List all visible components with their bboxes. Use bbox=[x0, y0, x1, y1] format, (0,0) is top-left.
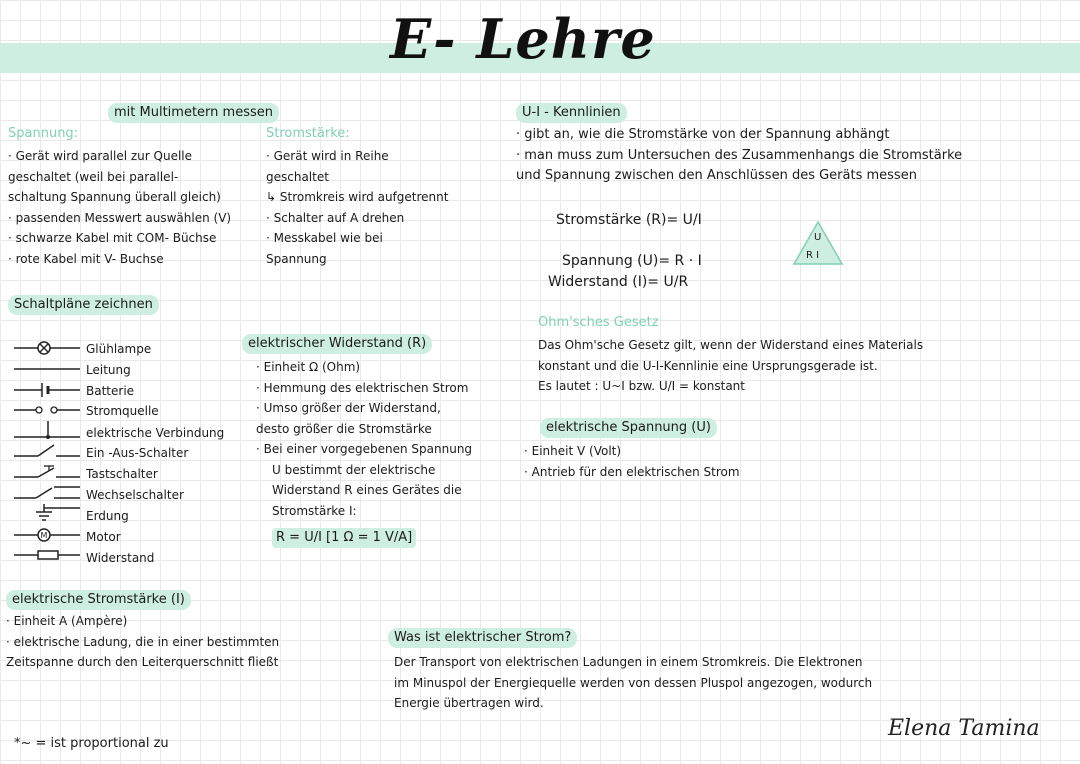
note-line: · Antrieb für den elektrischen Strom bbox=[524, 464, 740, 479]
note-line: · man muss zum Untersuchen des Zusammenhangs die Stromstärke bbox=[516, 147, 963, 163]
note-line: · Bei einer vorgegebenen Spannung bbox=[256, 442, 473, 456]
note-line: geschaltet (weil bei parallel- bbox=[8, 169, 179, 184]
note-line: · Einheit V (Volt) bbox=[524, 444, 622, 458]
note-line: · Gerät wird in Reihe bbox=[266, 149, 389, 163]
triangle-top-label: U bbox=[814, 232, 822, 243]
symbol-label: elektrische Verbindung bbox=[86, 426, 225, 440]
note-line: Widerstand R eines Gerätes die bbox=[272, 483, 462, 497]
battery-symbol-icon bbox=[14, 381, 80, 399]
note-line: · rote Kabel mit V- Buchse bbox=[8, 251, 164, 266]
note-line: · schwarze Kabel mit COM- Büchse bbox=[8, 231, 217, 245]
multimeter-heading: mit Multimetern messen bbox=[108, 103, 279, 123]
spannung-unit-notes bbox=[524, 441, 740, 482]
footnote: *~ = ist proportional zu bbox=[14, 736, 169, 751]
changeover-switch-symbol-icon bbox=[14, 484, 80, 502]
note-line: Es lautet : U~I bzw. U/I = konstant bbox=[538, 379, 745, 393]
note-line: ↳ Stromkreis wird aufgetrennt bbox=[266, 190, 449, 204]
note-line: U bestimmt der elektrische bbox=[272, 462, 436, 477]
symbol-label: Stromquelle bbox=[86, 404, 159, 418]
strom-heading: Was ist elektrischer Strom? bbox=[388, 628, 577, 648]
note-line: Stromstärke I: bbox=[272, 503, 357, 518]
schaltplaene-heading: Schaltpläne zeichnen bbox=[8, 295, 159, 315]
stromstaerke-unit-notes bbox=[6, 611, 279, 673]
ground-symbol-icon bbox=[14, 504, 80, 522]
note-line: geschaltet bbox=[266, 169, 329, 184]
symbol-label: Glühlampe bbox=[86, 342, 152, 356]
resistor-symbol-icon bbox=[14, 546, 80, 564]
strom-notes bbox=[394, 652, 872, 714]
spannung-heading: elektrische Spannung (U) bbox=[540, 418, 717, 438]
widerstand-formula: R = U/I [1 Ω = 1 V/A] bbox=[272, 528, 416, 548]
note-line: · Schalter auf A drehen bbox=[266, 210, 405, 225]
symbol-label: Wechselschalter bbox=[86, 488, 184, 502]
formula-stromstaerke: Stromstärke (R)= U/I bbox=[556, 212, 702, 228]
note-line: Zeitspanne durch den Leiterquerschnitt fließt bbox=[6, 655, 279, 669]
note-line: im Minuspol der Energiequelle werden von dessen Pluspol angezogen, wodurch bbox=[394, 675, 873, 690]
triangle-bottom-label: R I bbox=[806, 250, 820, 261]
note-line: Der Transport von elektrischen Ladungen in einem Stromkreis. Die Elektronen bbox=[394, 655, 863, 669]
signature: Elena Tamina bbox=[888, 716, 1040, 741]
symbol-label: Motor bbox=[86, 530, 121, 544]
formula-spannung: Spannung (U)= R · I bbox=[562, 253, 702, 269]
note-line: · Umso größer der Widerstand, bbox=[256, 401, 441, 415]
formula-widerstand: Widerstand (I)= U/R bbox=[548, 274, 689, 290]
note-line: desto größer die Stromstärke bbox=[256, 421, 432, 436]
symbol-label: Erdung bbox=[86, 509, 129, 523]
note-line: · Hemmung des elektrischen Strom bbox=[256, 380, 469, 395]
wire-symbol-icon bbox=[14, 360, 80, 378]
symbol-label: Tastschalter bbox=[86, 467, 158, 481]
junction-symbol-icon bbox=[14, 421, 80, 439]
widerstand-notes bbox=[256, 357, 472, 521]
widerstand-heading: elektrischer Widerstand (R) bbox=[242, 334, 432, 354]
kennlinien-heading: U-I - Kennlinien bbox=[516, 103, 627, 123]
note-line: Das Ohm'sche Gesetz gilt, wenn der Widerstand eines Materials bbox=[538, 338, 924, 352]
note-line: · Einheit Ω (Ohm) bbox=[256, 360, 361, 374]
note-line: · gibt an, wie die Stromstärke von der Spannung abhängt bbox=[516, 127, 890, 142]
note-line: · Gerät wird parallel zur Quelle bbox=[8, 149, 193, 163]
push-switch-symbol-icon bbox=[14, 463, 80, 481]
spannung-notes bbox=[8, 146, 231, 269]
stromstaerke-notes bbox=[266, 146, 448, 269]
note-line: Energie übertragen wird. bbox=[394, 696, 544, 710]
spannung-label: Spannung: bbox=[8, 126, 79, 141]
symbol-label: Batterie bbox=[86, 384, 135, 398]
switch-symbol-icon bbox=[14, 442, 80, 460]
source-symbol-icon bbox=[14, 401, 80, 419]
note-line: schaltung Spannung überall gleich) bbox=[8, 190, 221, 204]
stromstaerke-label: Stromstärke: bbox=[266, 126, 350, 141]
symbol-label: Leitung bbox=[86, 363, 131, 377]
note-line: · elektrische Ladung, die in einer bestimmten bbox=[6, 634, 280, 649]
note-line: · passenden Messwert auswählen (V) bbox=[8, 210, 232, 225]
note-line: konstant und die U-I-Kennlinie eine Ursprungsgerade ist. bbox=[538, 358, 878, 373]
symbol-label: Widerstand bbox=[86, 551, 155, 565]
motor-symbol-icon bbox=[14, 526, 80, 544]
ohm-notes bbox=[538, 335, 923, 397]
note-line: Spannung bbox=[266, 251, 327, 266]
lamp-symbol-icon bbox=[14, 339, 80, 357]
symbol-label: Ein -Aus-Schalter bbox=[86, 446, 189, 460]
svg-text:M: M bbox=[40, 531, 48, 540]
ohm-heading: Ohm'sches Gesetz bbox=[538, 315, 659, 330]
note-line: · Einheit A (Ampère) bbox=[6, 614, 128, 628]
note-line: · Messkabel wie bei bbox=[266, 231, 383, 245]
stromstaerke-heading: elektrische Stromstärke (I) bbox=[6, 590, 191, 610]
kennlinien-notes bbox=[516, 125, 962, 187]
page-title: E- Lehre bbox=[390, 7, 656, 71]
note-line: und Spannung zwischen den Anschlüssen des Geräts messen bbox=[516, 168, 917, 183]
